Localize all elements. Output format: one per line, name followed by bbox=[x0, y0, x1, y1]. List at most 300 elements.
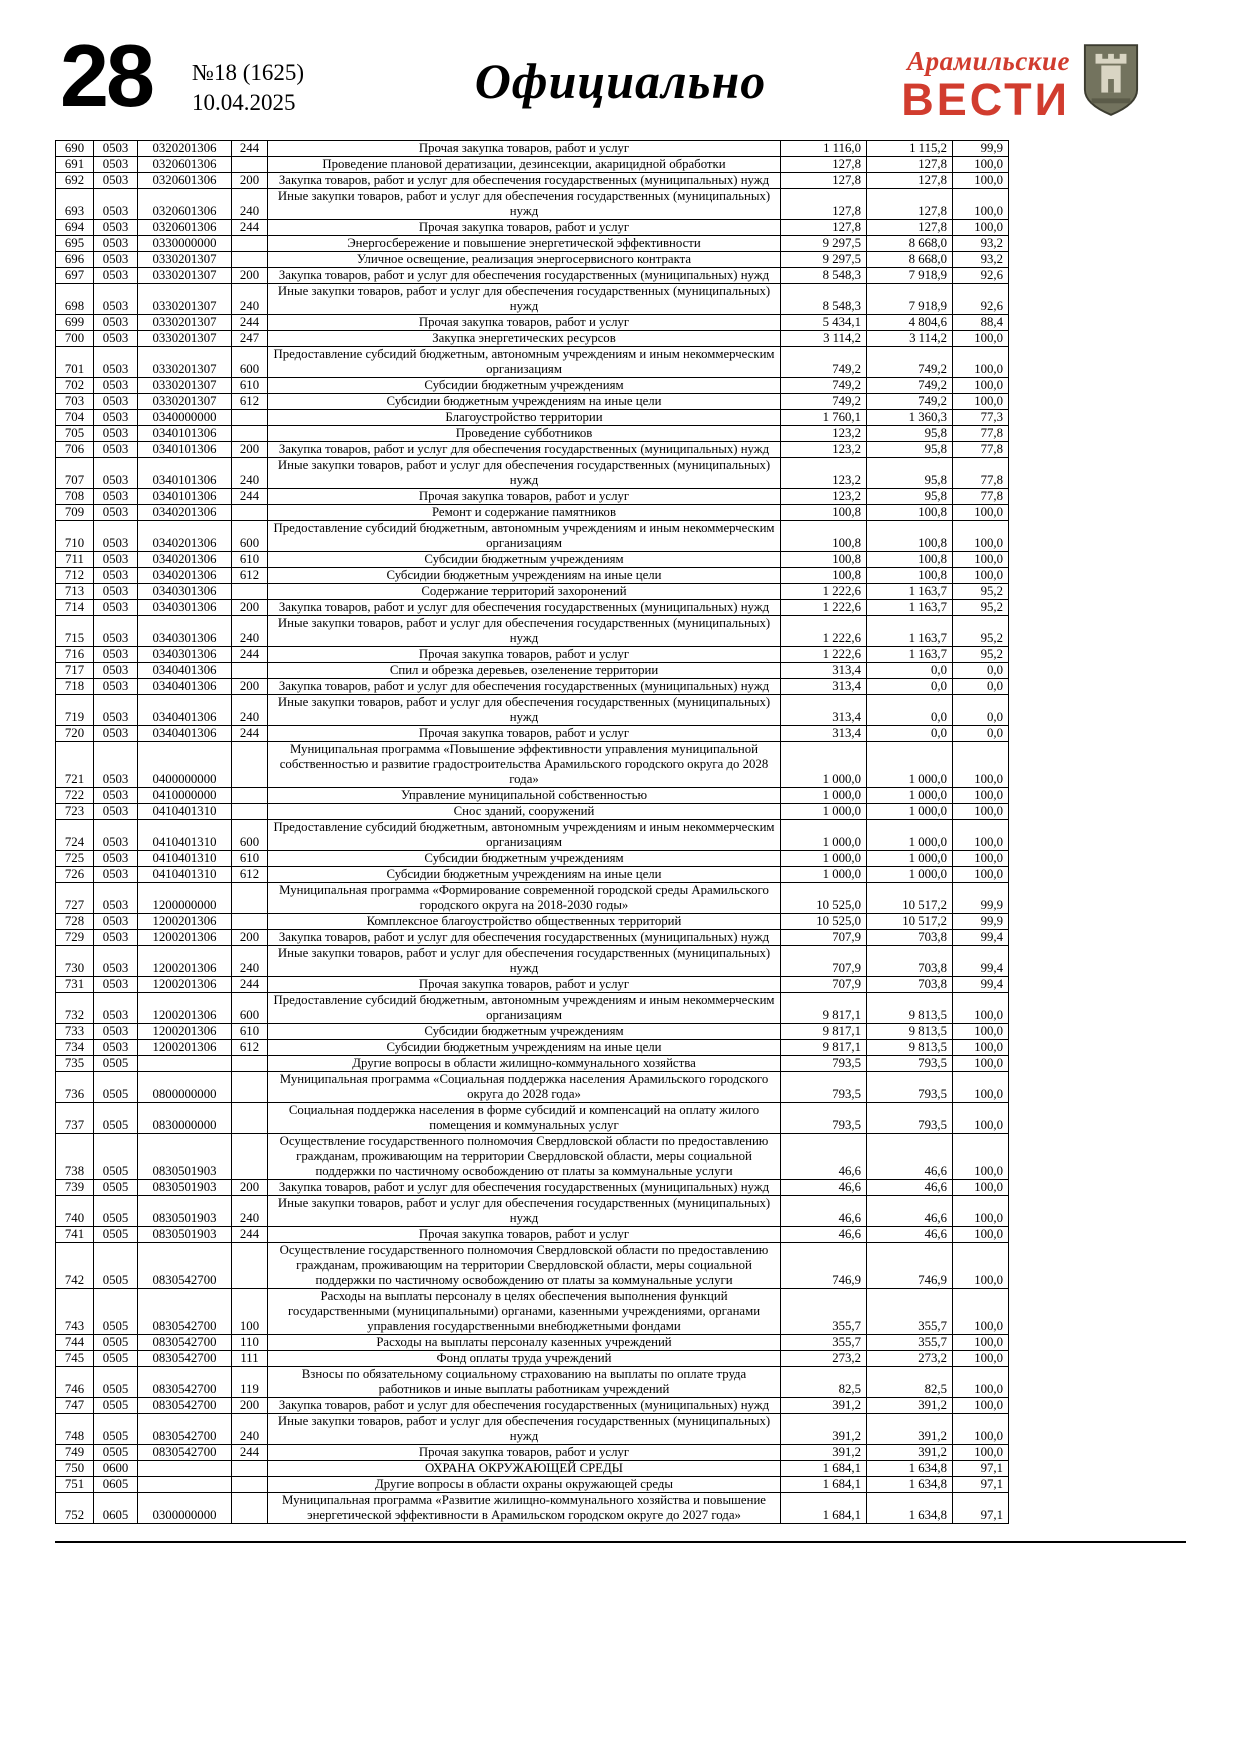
cell-pct: 100,0 bbox=[953, 1024, 1009, 1040]
cell-type: 244 bbox=[232, 1227, 268, 1243]
table-row bbox=[56, 930, 1009, 946]
cell-num: 704 bbox=[56, 410, 94, 426]
cell-name: Муниципальная программа «Повышение эффективности управления муниципальной собственностью и развитие градостроительства Арамильского городского округа до 2028 года» bbox=[268, 742, 781, 788]
cell-section: 0503 bbox=[94, 220, 138, 236]
cell-plan: 749,2 bbox=[781, 394, 867, 410]
cell-name: Другие вопросы в области жилищно-коммунального хозяйства bbox=[268, 1056, 781, 1072]
cell-plan: 1 000,0 bbox=[781, 820, 867, 851]
table-row bbox=[56, 1134, 1009, 1180]
cell-section: 0503 bbox=[94, 726, 138, 742]
cell-fact: 95,8 bbox=[867, 489, 953, 505]
cell-fact: 1 000,0 bbox=[867, 867, 953, 883]
cell-plan: 46,6 bbox=[781, 1196, 867, 1227]
cell-target: 0340101306 bbox=[138, 458, 232, 489]
cell-pct: 100,0 bbox=[953, 1367, 1009, 1398]
cell-section: 0503 bbox=[94, 663, 138, 679]
cell-target: 1200201306 bbox=[138, 1024, 232, 1040]
cell-num: 700 bbox=[56, 331, 94, 347]
cell-name: Содержание территорий захоронений bbox=[268, 584, 781, 600]
cell-name: Прочая закупка товаров, работ и услуг bbox=[268, 220, 781, 236]
cell-name: Уличное освещение, реализация энергосервисного контракта bbox=[268, 252, 781, 268]
table-row bbox=[56, 867, 1009, 883]
cell-pct: 100,0 bbox=[953, 851, 1009, 867]
cell-target: 0330000000 bbox=[138, 236, 232, 252]
table-row bbox=[56, 726, 1009, 742]
cell-pct: 93,2 bbox=[953, 252, 1009, 268]
cell-plan: 9 297,5 bbox=[781, 236, 867, 252]
cell-pct: 100,0 bbox=[953, 505, 1009, 521]
table-row bbox=[56, 820, 1009, 851]
table-row bbox=[56, 1040, 1009, 1056]
cell-fact: 9 813,5 bbox=[867, 993, 953, 1024]
cell-plan: 9 817,1 bbox=[781, 1040, 867, 1056]
cell-num: 725 bbox=[56, 851, 94, 867]
issue-number: №18 (1625) bbox=[192, 60, 305, 85]
cell-type: 244 bbox=[232, 726, 268, 742]
cell-section: 0503 bbox=[94, 600, 138, 616]
cell-fact: 749,2 bbox=[867, 347, 953, 378]
cell-name: Социальная поддержка населения в форме субсидий и компенсаций на оплату жилого помещения и коммунальных услуг bbox=[268, 1103, 781, 1134]
cell-pct: 100,0 bbox=[953, 1180, 1009, 1196]
cell-type bbox=[232, 1134, 268, 1180]
cell-fact: 127,8 bbox=[867, 189, 953, 220]
cell-type: 600 bbox=[232, 820, 268, 851]
cell-target: 1200201306 bbox=[138, 1040, 232, 1056]
cell-section: 0503 bbox=[94, 505, 138, 521]
cell-type: 610 bbox=[232, 378, 268, 394]
cell-target: 0340301306 bbox=[138, 647, 232, 663]
cell-fact: 391,2 bbox=[867, 1398, 953, 1414]
cell-pct: 100,0 bbox=[953, 394, 1009, 410]
cell-plan: 313,4 bbox=[781, 695, 867, 726]
cell-name: Расходы на выплаты персоналу в целях обеспечения выполнения функций государственными (муниципальными) органами, казенными учреждениями, органами управления государственными внебюджетными фондами bbox=[268, 1289, 781, 1335]
cell-plan: 391,2 bbox=[781, 1445, 867, 1461]
cell-fact: 4 804,6 bbox=[867, 315, 953, 331]
table-row bbox=[56, 1072, 1009, 1103]
table-row bbox=[56, 1103, 1009, 1134]
table-row bbox=[56, 1445, 1009, 1461]
cell-fact: 127,8 bbox=[867, 220, 953, 236]
cell-fact: 0,0 bbox=[867, 663, 953, 679]
cell-section: 0503 bbox=[94, 695, 138, 726]
cell-type: 244 bbox=[232, 647, 268, 663]
cell-target: 0330201307 bbox=[138, 252, 232, 268]
table-row bbox=[56, 284, 1009, 315]
cell-pct: 88,4 bbox=[953, 315, 1009, 331]
cell-plan: 313,4 bbox=[781, 679, 867, 695]
table-row bbox=[56, 1180, 1009, 1196]
cell-name: Предоставление субсидий бюджетным, автономным учреждениям и иным некоммерческим организациям bbox=[268, 993, 781, 1024]
table-row bbox=[56, 1351, 1009, 1367]
cell-num: 721 bbox=[56, 742, 94, 788]
cell-target: 0830501903 bbox=[138, 1180, 232, 1196]
cell-fact: 8 668,0 bbox=[867, 252, 953, 268]
cell-pct: 0,0 bbox=[953, 726, 1009, 742]
table-row bbox=[56, 489, 1009, 505]
cell-target: 0340401306 bbox=[138, 663, 232, 679]
cell-num: 707 bbox=[56, 458, 94, 489]
cell-pct: 99,4 bbox=[953, 977, 1009, 993]
cell-target: 0340201306 bbox=[138, 521, 232, 552]
cell-fact: 8 668,0 bbox=[867, 236, 953, 252]
cell-pct: 97,1 bbox=[953, 1461, 1009, 1477]
cell-target: 0830542700 bbox=[138, 1289, 232, 1335]
cell-target: 0320601306 bbox=[138, 173, 232, 189]
cell-num: 690 bbox=[56, 141, 94, 157]
cell-num: 691 bbox=[56, 157, 94, 173]
cell-num: 741 bbox=[56, 1227, 94, 1243]
cell-fact: 1 634,8 bbox=[867, 1461, 953, 1477]
cell-num: 737 bbox=[56, 1103, 94, 1134]
cell-target: 0340401306 bbox=[138, 695, 232, 726]
cell-fact: 7 918,9 bbox=[867, 268, 953, 284]
cell-target: 0410401310 bbox=[138, 851, 232, 867]
cell-num: 718 bbox=[56, 679, 94, 695]
cell-section: 0503 bbox=[94, 851, 138, 867]
cell-type: 244 bbox=[232, 315, 268, 331]
table-row bbox=[56, 616, 1009, 647]
cell-section: 0503 bbox=[94, 173, 138, 189]
table-row bbox=[56, 1493, 1009, 1524]
cell-section: 0505 bbox=[94, 1351, 138, 1367]
cell-type: 244 bbox=[232, 1445, 268, 1461]
cell-target: 0320601306 bbox=[138, 157, 232, 173]
cell-num: 722 bbox=[56, 788, 94, 804]
cell-name: Прочая закупка товаров, работ и услуг bbox=[268, 1445, 781, 1461]
cell-type: 200 bbox=[232, 442, 268, 458]
cell-section: 0503 bbox=[94, 426, 138, 442]
cell-type bbox=[232, 236, 268, 252]
cell-fact: 703,8 bbox=[867, 977, 953, 993]
cell-section: 0505 bbox=[94, 1196, 138, 1227]
cell-num: 738 bbox=[56, 1134, 94, 1180]
cell-target: 0320601306 bbox=[138, 189, 232, 220]
cell-fact: 0,0 bbox=[867, 726, 953, 742]
cell-plan: 1 684,1 bbox=[781, 1461, 867, 1477]
cell-plan: 5 434,1 bbox=[781, 315, 867, 331]
cell-section: 0503 bbox=[94, 914, 138, 930]
cell-type: 240 bbox=[232, 946, 268, 977]
cell-num: 731 bbox=[56, 977, 94, 993]
cell-type: 240 bbox=[232, 1196, 268, 1227]
cell-target: 0330201307 bbox=[138, 394, 232, 410]
cell-pct: 100,0 bbox=[953, 1445, 1009, 1461]
cell-name: Прочая закупка товаров, работ и услуг bbox=[268, 647, 781, 663]
cell-num: 749 bbox=[56, 1445, 94, 1461]
cell-section: 0505 bbox=[94, 1414, 138, 1445]
cell-num: 746 bbox=[56, 1367, 94, 1398]
cell-num: 752 bbox=[56, 1493, 94, 1524]
cell-section: 0503 bbox=[94, 788, 138, 804]
cell-num: 730 bbox=[56, 946, 94, 977]
cell-type: 600 bbox=[232, 521, 268, 552]
cell-num: 693 bbox=[56, 189, 94, 220]
table-row bbox=[56, 883, 1009, 914]
cell-fact: 749,2 bbox=[867, 394, 953, 410]
cell-type bbox=[232, 1072, 268, 1103]
cell-pct: 99,9 bbox=[953, 141, 1009, 157]
budget-table-body bbox=[56, 141, 1009, 1524]
cell-name: Снос зданий, сооружений bbox=[268, 804, 781, 820]
cell-section: 0503 bbox=[94, 820, 138, 851]
cell-name: Закупка товаров, работ и услуг для обеспечения государственных (муниципальных) нужд bbox=[268, 268, 781, 284]
newspaper-brand bbox=[845, 46, 1070, 125]
cell-target: 0800000000 bbox=[138, 1072, 232, 1103]
cell-fact: 1 000,0 bbox=[867, 742, 953, 788]
cell-name: Закупка товаров, работ и услуг для обеспечения государственных (муниципальных) нужд bbox=[268, 442, 781, 458]
table-row bbox=[56, 1461, 1009, 1477]
cell-target: 0320601306 bbox=[138, 220, 232, 236]
cell-plan: 9 817,1 bbox=[781, 1024, 867, 1040]
brand-name-bottom: ВЕСТИ bbox=[901, 74, 1070, 125]
cell-target: 0340401306 bbox=[138, 679, 232, 695]
cell-section: 0503 bbox=[94, 883, 138, 914]
cell-pct: 100,0 bbox=[953, 867, 1009, 883]
cell-section: 0503 bbox=[94, 189, 138, 220]
cell-type: 244 bbox=[232, 220, 268, 236]
cell-type: 200 bbox=[232, 1180, 268, 1196]
cell-name: Прочая закупка товаров, работ и услуг bbox=[268, 1227, 781, 1243]
cell-num: 706 bbox=[56, 442, 94, 458]
cell-num: 734 bbox=[56, 1040, 94, 1056]
cell-fact: 100,8 bbox=[867, 505, 953, 521]
cell-section: 0503 bbox=[94, 679, 138, 695]
cell-type: 610 bbox=[232, 552, 268, 568]
cell-fact: 127,8 bbox=[867, 173, 953, 189]
cell-num: 694 bbox=[56, 220, 94, 236]
table-row bbox=[56, 410, 1009, 426]
cell-num: 717 bbox=[56, 663, 94, 679]
cell-plan: 3 114,2 bbox=[781, 331, 867, 347]
cell-plan: 355,7 bbox=[781, 1289, 867, 1335]
cell-pct: 99,4 bbox=[953, 930, 1009, 946]
cell-type bbox=[232, 1493, 268, 1524]
cell-fact: 127,8 bbox=[867, 157, 953, 173]
cell-pct: 95,2 bbox=[953, 647, 1009, 663]
cell-target: 0830542700 bbox=[138, 1367, 232, 1398]
cell-pct: 93,2 bbox=[953, 236, 1009, 252]
table-row bbox=[56, 1367, 1009, 1398]
table-row bbox=[56, 1335, 1009, 1351]
table-row bbox=[56, 458, 1009, 489]
cell-num: 705 bbox=[56, 426, 94, 442]
cell-plan: 273,2 bbox=[781, 1351, 867, 1367]
cell-num: 713 bbox=[56, 584, 94, 600]
cell-target: 0330201307 bbox=[138, 315, 232, 331]
cell-type: 612 bbox=[232, 394, 268, 410]
cell-pct: 97,1 bbox=[953, 1493, 1009, 1524]
cell-name: Муниципальная программа «Социальная поддержка населения Арамильского городского округа до 2028 года» bbox=[268, 1072, 781, 1103]
cell-name: Управление муниципальной собственностью bbox=[268, 788, 781, 804]
cell-pct: 77,8 bbox=[953, 489, 1009, 505]
cell-num: 748 bbox=[56, 1414, 94, 1445]
cell-section: 0503 bbox=[94, 977, 138, 993]
cell-pct: 77,8 bbox=[953, 426, 1009, 442]
cell-name: Осуществление государственного полномочия Свердловской области по предоставлению гражданам, проживающим на территории Свердловской области, меры социальной поддержки по частичному освобождению от платы за коммунальные услуги bbox=[268, 1134, 781, 1180]
cell-section: 0503 bbox=[94, 331, 138, 347]
cell-pct: 100,0 bbox=[953, 804, 1009, 820]
table-row bbox=[56, 695, 1009, 726]
cell-pct: 100,0 bbox=[953, 1351, 1009, 1367]
cell-fact: 1 000,0 bbox=[867, 851, 953, 867]
cell-pct: 77,3 bbox=[953, 410, 1009, 426]
cell-name: Закупка товаров, работ и услуг для обеспечения государственных (муниципальных) нужд bbox=[268, 679, 781, 695]
cell-pct: 100,0 bbox=[953, 1289, 1009, 1335]
cell-type: 119 bbox=[232, 1367, 268, 1398]
table-row bbox=[56, 647, 1009, 663]
cell-target: 0340301306 bbox=[138, 584, 232, 600]
cell-pct: 100,0 bbox=[953, 1103, 1009, 1134]
cell-fact: 273,2 bbox=[867, 1351, 953, 1367]
cell-fact: 1 000,0 bbox=[867, 820, 953, 851]
cell-pct: 100,0 bbox=[953, 347, 1009, 378]
cell-section: 0503 bbox=[94, 442, 138, 458]
table-row bbox=[56, 600, 1009, 616]
cell-plan: 1 222,6 bbox=[781, 647, 867, 663]
cell-target: 1200000000 bbox=[138, 883, 232, 914]
cell-fact: 95,8 bbox=[867, 458, 953, 489]
cell-plan: 127,8 bbox=[781, 220, 867, 236]
cell-target: 0830542700 bbox=[138, 1243, 232, 1289]
cell-name: Субсидии бюджетным учреждениям на иные цели bbox=[268, 394, 781, 410]
cell-name: Иные закупки товаров, работ и услуг для обеспечения государственных (муниципальных) нужд bbox=[268, 946, 781, 977]
cell-name: Прочая закупка товаров, работ и услуг bbox=[268, 977, 781, 993]
table-row bbox=[56, 1289, 1009, 1335]
cell-plan: 9 297,5 bbox=[781, 252, 867, 268]
cell-target: 0410000000 bbox=[138, 788, 232, 804]
table-row bbox=[56, 252, 1009, 268]
cell-type bbox=[232, 1103, 268, 1134]
cell-target bbox=[138, 1477, 232, 1493]
cell-fact: 1 000,0 bbox=[867, 804, 953, 820]
cell-type: 244 bbox=[232, 141, 268, 157]
cell-name: Фонд оплаты труда учреждений bbox=[268, 1351, 781, 1367]
cell-pct: 100,0 bbox=[953, 1335, 1009, 1351]
city-crest-icon bbox=[1082, 42, 1140, 118]
cell-pct: 100,0 bbox=[953, 189, 1009, 220]
cell-name: Комплексное благоустройство общественных территорий bbox=[268, 914, 781, 930]
table-row bbox=[56, 1477, 1009, 1493]
cell-num: 736 bbox=[56, 1072, 94, 1103]
cell-plan: 8 548,3 bbox=[781, 284, 867, 315]
cell-plan: 793,5 bbox=[781, 1056, 867, 1072]
cell-section: 0505 bbox=[94, 1398, 138, 1414]
cell-name: Закупка товаров, работ и услуг для обеспечения государственных (муниципальных) нужд bbox=[268, 1398, 781, 1414]
cell-section: 0503 bbox=[94, 347, 138, 378]
cell-pct: 100,0 bbox=[953, 820, 1009, 851]
cell-pct: 100,0 bbox=[953, 521, 1009, 552]
issue-block bbox=[192, 58, 304, 118]
cell-type bbox=[232, 804, 268, 820]
cell-type: 612 bbox=[232, 568, 268, 584]
cell-type: 111 bbox=[232, 1351, 268, 1367]
cell-type bbox=[232, 1477, 268, 1493]
cell-name: Благоустройство территории bbox=[268, 410, 781, 426]
cell-section: 0503 bbox=[94, 252, 138, 268]
cell-plan: 1 116,0 bbox=[781, 141, 867, 157]
cell-plan: 793,5 bbox=[781, 1072, 867, 1103]
table-row bbox=[56, 1243, 1009, 1289]
cell-name: Иные закупки товаров, работ и услуг для обеспечения государственных (муниципальных) нужд bbox=[268, 695, 781, 726]
cell-fact: 100,8 bbox=[867, 552, 953, 568]
cell-target: 0830501903 bbox=[138, 1196, 232, 1227]
cell-target: 0340201306 bbox=[138, 552, 232, 568]
cell-name: Прочая закупка товаров, работ и услуг bbox=[268, 315, 781, 331]
cell-num: 716 bbox=[56, 647, 94, 663]
table-row bbox=[56, 315, 1009, 331]
cell-plan: 10 525,0 bbox=[781, 883, 867, 914]
cell-name: ОХРАНА ОКРУЖАЮЩЕЙ СРЕДЫ bbox=[268, 1461, 781, 1477]
cell-type: 240 bbox=[232, 284, 268, 315]
cell-pct: 77,8 bbox=[953, 442, 1009, 458]
cell-target: 0340101306 bbox=[138, 442, 232, 458]
table-row bbox=[56, 394, 1009, 410]
cell-pct: 100,0 bbox=[953, 742, 1009, 788]
cell-fact: 1 163,7 bbox=[867, 600, 953, 616]
cell-type bbox=[232, 663, 268, 679]
cell-section: 0505 bbox=[94, 1180, 138, 1196]
cell-name: Прочая закупка товаров, работ и услуг bbox=[268, 489, 781, 505]
table-row bbox=[56, 220, 1009, 236]
cell-target: 0330201307 bbox=[138, 331, 232, 347]
table-row bbox=[56, 742, 1009, 788]
cell-plan: 793,5 bbox=[781, 1103, 867, 1134]
table-row bbox=[56, 1227, 1009, 1243]
cell-fact: 1 163,7 bbox=[867, 584, 953, 600]
cell-type: 244 bbox=[232, 977, 268, 993]
cell-num: 719 bbox=[56, 695, 94, 726]
cell-fact: 1 163,7 bbox=[867, 616, 953, 647]
cell-num: 750 bbox=[56, 1461, 94, 1477]
table-row bbox=[56, 977, 1009, 993]
table-row bbox=[56, 442, 1009, 458]
cell-section: 0503 bbox=[94, 489, 138, 505]
cell-name: Иные закупки товаров, работ и услуг для обеспечения государственных (муниципальных) нужд bbox=[268, 616, 781, 647]
cell-plan: 313,4 bbox=[781, 726, 867, 742]
cell-num: 712 bbox=[56, 568, 94, 584]
cell-type bbox=[232, 505, 268, 521]
cell-fact: 10 517,2 bbox=[867, 883, 953, 914]
table-row bbox=[56, 426, 1009, 442]
cell-plan: 707,9 bbox=[781, 977, 867, 993]
cell-type bbox=[232, 914, 268, 930]
cell-target: 0830542700 bbox=[138, 1398, 232, 1414]
cell-plan: 46,6 bbox=[781, 1134, 867, 1180]
cell-plan: 100,8 bbox=[781, 568, 867, 584]
cell-target: 0330201307 bbox=[138, 284, 232, 315]
cell-section: 0505 bbox=[94, 1072, 138, 1103]
cell-section: 0503 bbox=[94, 378, 138, 394]
cell-fact: 100,8 bbox=[867, 568, 953, 584]
cell-section: 0505 bbox=[94, 1243, 138, 1289]
cell-fact: 793,5 bbox=[867, 1103, 953, 1134]
cell-section: 0505 bbox=[94, 1335, 138, 1351]
table-row bbox=[56, 851, 1009, 867]
cell-type: 100 bbox=[232, 1289, 268, 1335]
cell-type: 240 bbox=[232, 616, 268, 647]
cell-target: 0340201306 bbox=[138, 505, 232, 521]
table-row bbox=[56, 663, 1009, 679]
cell-type bbox=[232, 584, 268, 600]
cell-pct: 100,0 bbox=[953, 1056, 1009, 1072]
cell-pct: 0,0 bbox=[953, 695, 1009, 726]
cell-num: 744 bbox=[56, 1335, 94, 1351]
cell-num: 710 bbox=[56, 521, 94, 552]
cell-section: 0503 bbox=[94, 410, 138, 426]
cell-fact: 10 517,2 bbox=[867, 914, 953, 930]
cell-num: 709 bbox=[56, 505, 94, 521]
cell-name: Иные закупки товаров, работ и услуг для обеспечения государственных (муниципальных) нужд bbox=[268, 1414, 781, 1445]
